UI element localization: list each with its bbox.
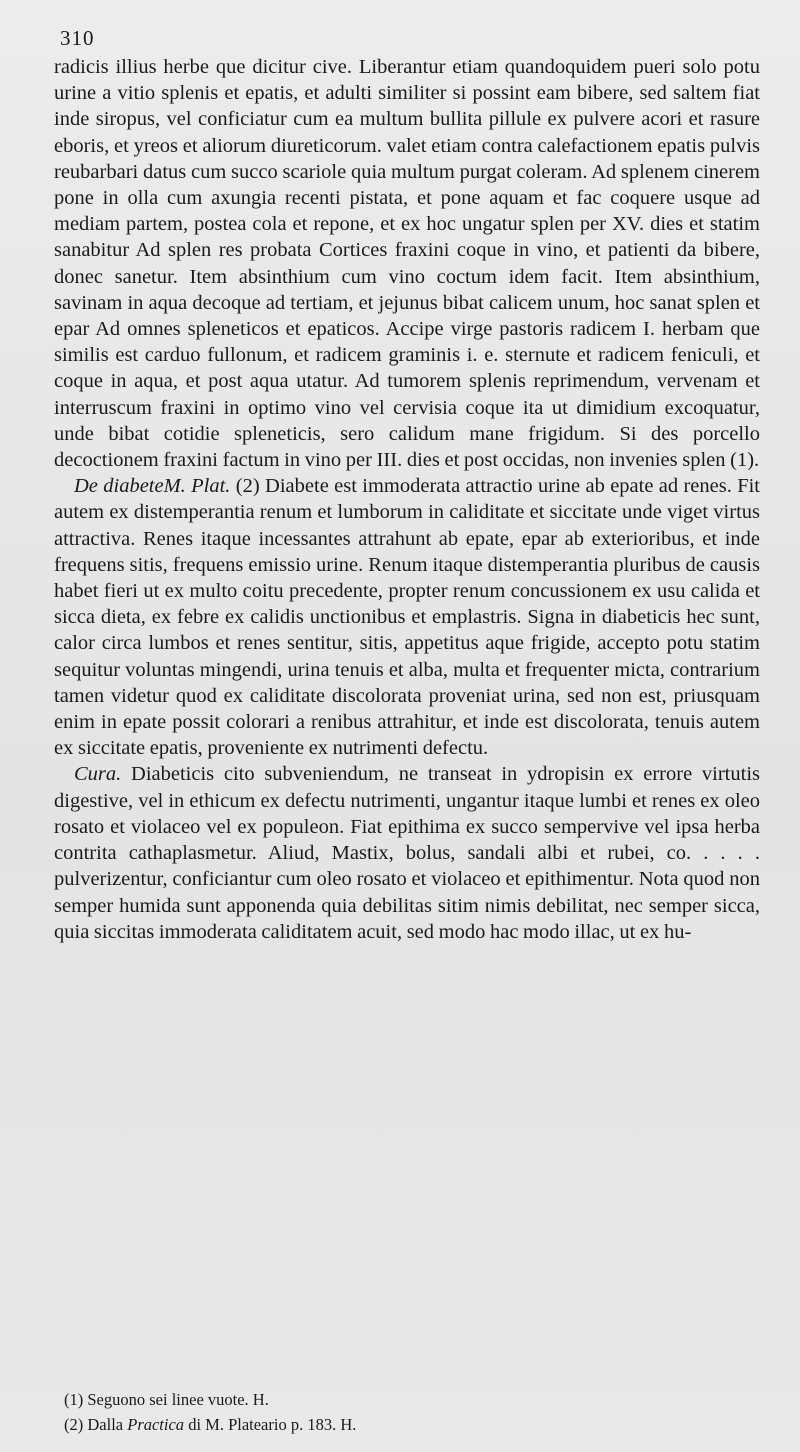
- paragraph-text: radicis illius herbe que dicitur cive. Liberantur etiam quandoquidem pueri solo potu urine a vitio splenis et epatis, et adulti similiter si possint eam bibere, sed saltem fiat inde siropus, vel conficiatur cum ea multum bullita pillule ex pulvere acori et rasure eboris, et yreos et aliorum diureticorum. valet etiam contra calefactionem epatis pulvis reubarbari datus cum succo scariole quia multum purgat coleram. Ad splenem cinerem pone in olla cum axungia recenti pistata, et pone aquam et fac coquere usque ad mediam partem, postea cola et repone, et ex hoc ungatur splen per XV. dies et statim sanabitur Ad splen res probata Cortices fraxini coque in vino, et patienti da bibere, donec sanetur. Item absinthium cum vino coctum idem facit. Item absinthium, savinam in aqua decoque ad tertiam, et jejunus bibat calicem unum, hoc sanat splen et epar Ad omnes spleneticos et epaticos. Accipe virge pastoris radicem I. herbam que similis est carduo fullonum, et radicem graminis i. e. sternute et radicem feniculi, et coque in aqua, et post aqua utatur. Ad tumorem splenis reprimendum, vervenam et interruscum fraxini in optimo vino vel cervisia coque ita ut dimidium excoquatur, unde bibat cotidie spleneticis, sero calidum mane frigidum. Si des porcello decoctionem fraxini factum in vino per III. dies et post occidas, non invenies splen (1).: [54, 56, 760, 472]
- footnote-text-after: di M. Plateario p. 183. H.: [188, 1415, 357, 1434]
- page-number: 310: [60, 26, 95, 50]
- body-text: [54, 54, 760, 945]
- footnote-marker: (1): [64, 1390, 84, 1409]
- paragraph-de-diabete: [54, 473, 760, 761]
- footnotes: [64, 1387, 760, 1437]
- paragraph-text: (2) Diabete est immoderata attractio urine ab epate ad renes. Fit autem ex distemperantia renum et lumborum in caliditate et siccitate unde viget virtus attractiva. Renes itaque incessantes attrahunt ab epate, epar ab exterioribus, et inde frequens sitis, frequens emissio urine. Renum itaque distemperantia pluribus de causis habet fieri ut ex multo coitu precedente, propter renum concussionem ex usu calida et sicca dieta, ex febre ex calidis unctionibus et emplastris. Signa in diabeticis hec sunt, calor circa lumbos et renes sentitur, sitis, appetitus aque frigide, accepto potu statim sequitur voluntas mingendi, urina tenuis et alba, multa et frequenter micta, contrarium tamen videtur quod ex caliditate discolorata proveniat urina, sed non est, priusquam enim in epate possit colorari a renibus attrahitur, et inde est discolorata, tenuis autem ex siccitate epatis, proveniente ex nutrimenti defectu.: [54, 475, 761, 760]
- section-heading-cura: Cura.: [74, 763, 122, 786]
- footnote-text: Seguono sei linee vuote. H.: [87, 1390, 269, 1409]
- footnote-marker: (2): [64, 1415, 84, 1434]
- footnote-1: [64, 1387, 760, 1412]
- footnote-2: [64, 1412, 760, 1437]
- footnote-book-title: Practica: [127, 1415, 185, 1434]
- paragraph-text: Diabeticis cito subveniendum, ne transeat in ydropisin ex errore virtutis digestive, vel in ethicum ex defectu nutrimenti, ungantur itaque lumbi et renes ex oleo rosato et violaceo vel ex populeon. Fiat epithima ex succo sempervive vel ipsa herba contrita cathaplasmetur. Aliud, Mastix, bolus, sandali albi et rubei, co. . . . . pulverizentur, conficiantur cum oleo rosato et violaceo et epithimentur. Nota quod non semper humida sunt apponenda quia debilitas sitim nimis debilitat, nec semper sicca, quia siccitas immoderata caliditatem acuit, sed modo hac modo illac, ut ex hu-: [54, 763, 760, 943]
- paragraph-spleen-remedies: [54, 54, 760, 473]
- paragraph-cura: [54, 761, 760, 944]
- section-heading-de-diabete: De diabeteM. Plat.: [74, 475, 231, 498]
- footnote-text-before: Dalla: [87, 1415, 124, 1434]
